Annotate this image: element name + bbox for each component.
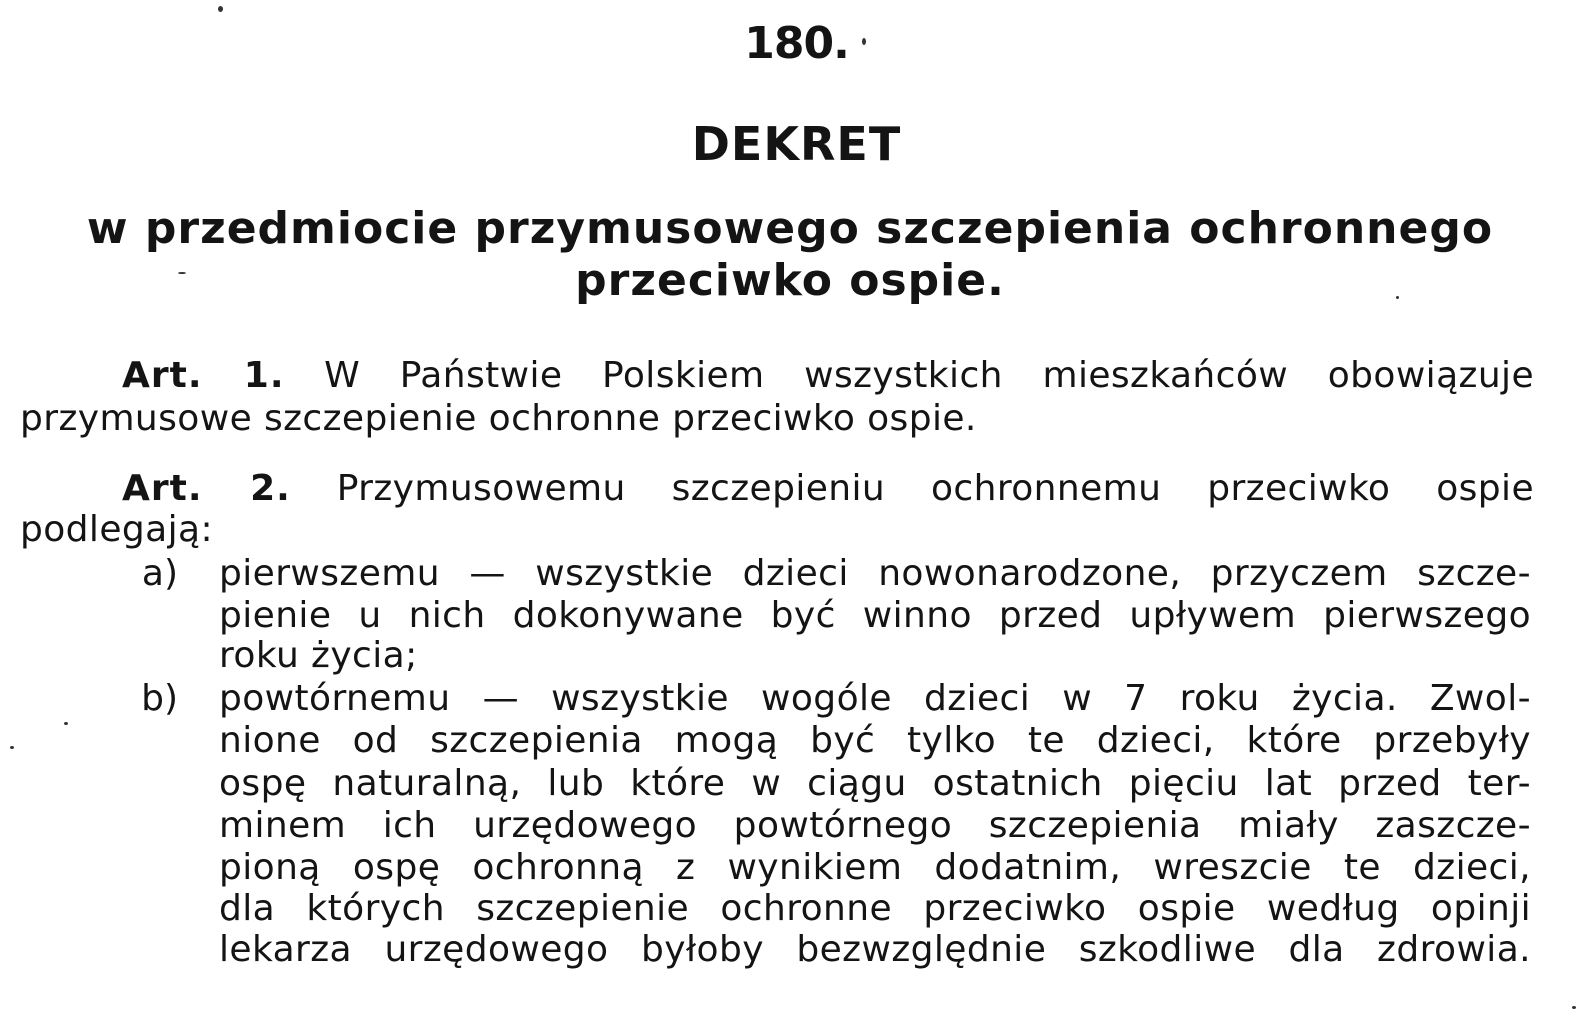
scan-speck [178,272,186,274]
subtitle-line: w przedmiocie przymusowego szczepienia ochronnego [86,203,1494,254]
scan-speck [862,38,866,45]
article-2-line: podlegają: [20,509,213,550]
item-b-line: minem ich urzędowego powtórnego szczepienia miały zaszcze- [219,805,1531,846]
subtitle-line: przeciwko ospie. [575,255,1005,306]
article-2-text: Przymusowemu szczepieniu ochronnemu przeciwko ospie [336,468,1534,509]
decree-subtitle [60,203,1520,307]
scan-speck [64,722,68,725]
item-a-marker: a) [141,553,178,594]
item-a-line: roku życia; [219,635,418,676]
article-1-text: W Państwie Polskiem wszystkich mieszkańców obowiązuje [324,355,1535,396]
item-b-line: ospę naturalną, lub które w ciągu ostatnich pięciu lat przed ter- [219,763,1531,804]
item-b-line: powtórnemu — wszystkie wogóle dzieci w 7 roku życia. Zwol- [219,678,1531,719]
article-2-label: Art. 2. [122,468,291,509]
scan-speck [1396,296,1399,299]
item-b-marker: b) [141,678,178,719]
decree-title: DEKRET [691,117,902,171]
item-b-line: nione od szczepienia mogą być tylko te dzieci, które przebyły [219,720,1531,761]
article-1-line: przymusowe szczepienie ochronne przeciwko ospie. [20,398,977,439]
scan-speck [218,6,223,12]
item-b-line: pioną ospę ochronną z wynikiem dodatnim, wreszcie te dzieci, [219,847,1531,888]
item-a-line: pienie u nich dokonywane być winno przed upływem pierwszego [219,595,1531,636]
page-number: 180. [744,18,849,69]
item-a-line: pierwszemu — wszystkie dzieci nowonarodzone, przyczem szcze- [219,553,1531,594]
item-b-line: dla których szczepienie ochronne przeciwko ospie według opinji [219,888,1531,929]
article-1-line [122,354,1534,398]
article-2-line [122,467,1534,511]
item-b-line: lekarza urzędowego byłoby bezwzględnie szkodliwe dla zdrowia. [219,929,1531,970]
article-1-label: Art. 1. [122,355,285,396]
scan-speck [1572,1006,1576,1009]
scan-speck [10,746,14,749]
